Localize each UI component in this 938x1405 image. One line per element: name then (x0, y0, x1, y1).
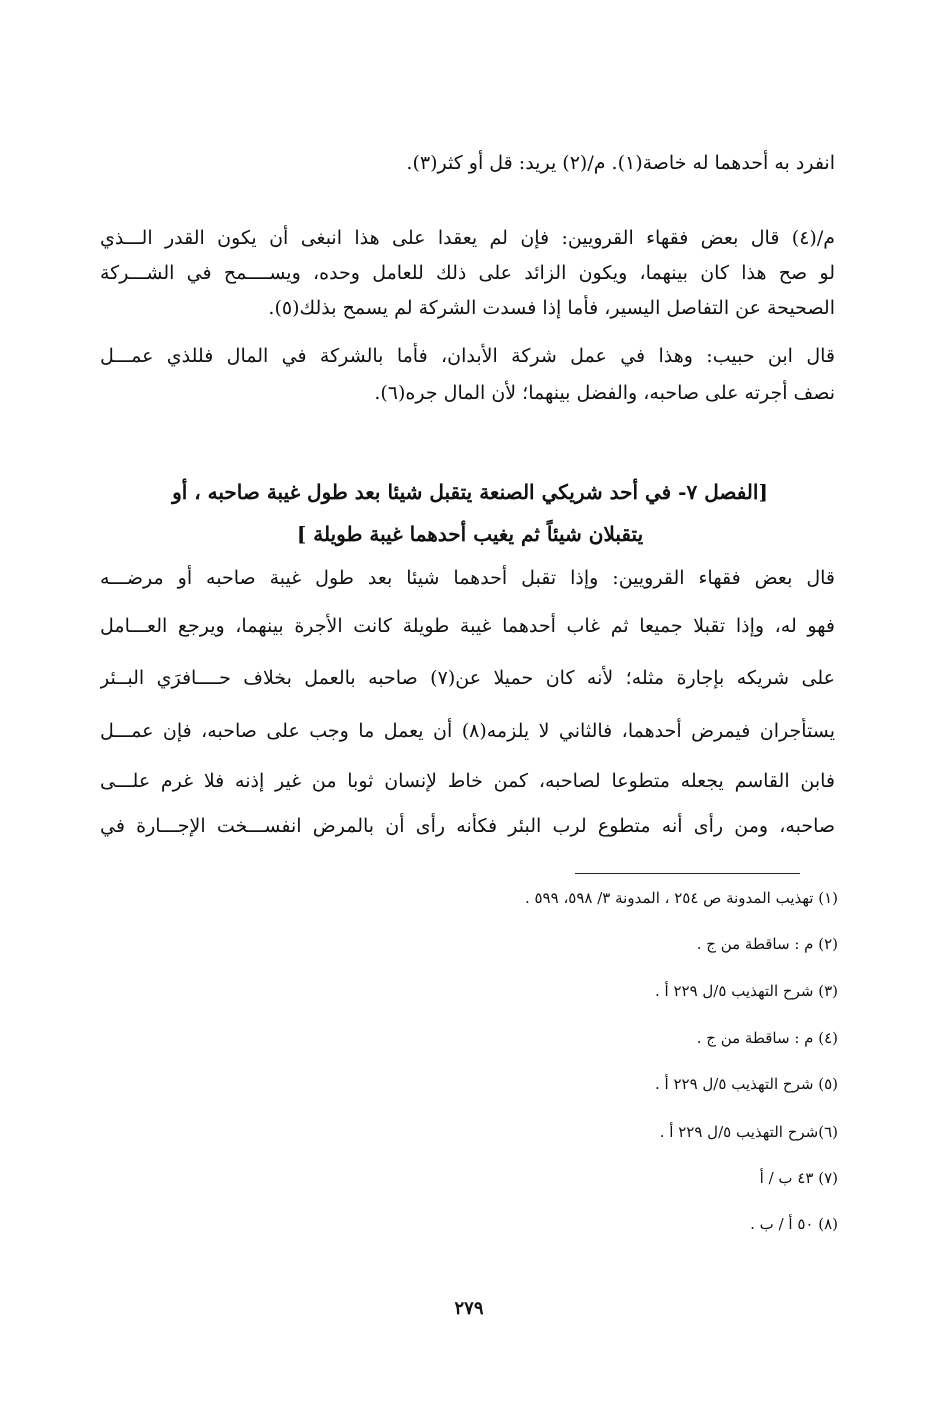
footnote-3: (٣) شرح التهذيب ٥/ل ٢٢٩ أ . (654, 982, 838, 1000)
paragraph-2-line-2: لو صح هذا كان بينهما، ويكون الزائد على ذلك للعامل وحده، ويســــمح في الشـــركة (100, 262, 835, 284)
footnote-8: (٨) ٥٠ أ / ب . (750, 1215, 838, 1233)
section-paragraph-line-1: قال بعض فقهاء القرويين: وإذا تقبل أحدهما شيئا بعد طول غيبة صاحبه أو مرضـــه (100, 567, 835, 589)
footnote-5: (٥) شرح التهذيب ٥/ل ٢٢٩ أ . (654, 1075, 838, 1093)
footnote-separator (575, 873, 800, 874)
section-paragraph-line-3: على شريكه بإجارة مثله؛ لأنه كان حميلا عن(٧) صاحبه بالعمل بخلاف حــــافرَي البــئر (100, 667, 835, 689)
section-heading-line-2: يتقبلان شيئاً ثم يغيب أحدهما غيبة طويلة ] (296, 522, 644, 546)
footnote-1: (١) تهذيب المدونة ص ٢٥٤ ، المدونة ٣/ ٥٩٨، ٥٩٩ . (524, 889, 838, 907)
footnote-7: (٧) ٤٣ ب / أ (759, 1169, 838, 1187)
footnote-4: (٤) م : ساقطة من ج . (696, 1029, 838, 1047)
section-paragraph-line-4: يستأجران فيمرض أحدهما، فالثاني لا يلزمه(٨) أن يعمل ما وجب على صاحبه، فإن عمـــل (100, 720, 835, 742)
page-number: ٢٧٩ (454, 1298, 484, 1319)
paragraph-2-line-3: الصحيحة عن التفاصل اليسير، فأما إذا فسدت الشركة لم يسمح بذلك(٥). (268, 297, 835, 319)
paragraph-3-line-1: قال ابن حبيب: وهذا في عمل شركة الأبدان، فأما بالشركة في المال فللذي عمـــل (100, 345, 835, 367)
footnote-2: (٢) م : ساقطة من ج . (696, 935, 838, 953)
section-heading-line-1: [الفصل ٧- في أحد شريكي الصنعة يتقبل شيئا بعد طول غيبة صاحبه ، أو (172, 480, 768, 504)
paragraph-3-line-2: نصف أجرته على صاحبه، والفضل بينهما؛ لأن المال جره(٦). (374, 382, 835, 404)
paragraph-1-line-1: انفرد به أحدهما له خاصة(١). م/(٢) يريد: قل أو كثر(٣). (406, 152, 835, 174)
footnote-6: (٦)شرح التهذيب ٥/ل ٢٢٩ أ . (659, 1123, 838, 1141)
section-paragraph-line-5: فابن القاسم يجعله متطوعا لصاحبه، كمن خاط لإنسان ثوبا من غير إذنه فلا غرم علـــى (100, 770, 835, 792)
paragraph-2-line-1: م/(٤) قال بعض فقهاء القرويين: فإن لم يعقدا على هذا انبغى أن يكون القدر الـــذي (100, 227, 835, 249)
section-paragraph-line-2: فهو له، وإذا تقبلا جميعا ثم غاب أحدهما غيبة طويلة كانت الأجرة بينهما، ويرجع العـــامل (100, 615, 835, 637)
section-paragraph-line-6: صاحبه، ومن رأى أنه متطوع لرب البئر فكأنه رأى أن بالمرض انفســـخت الإجـــارة في (100, 815, 835, 837)
